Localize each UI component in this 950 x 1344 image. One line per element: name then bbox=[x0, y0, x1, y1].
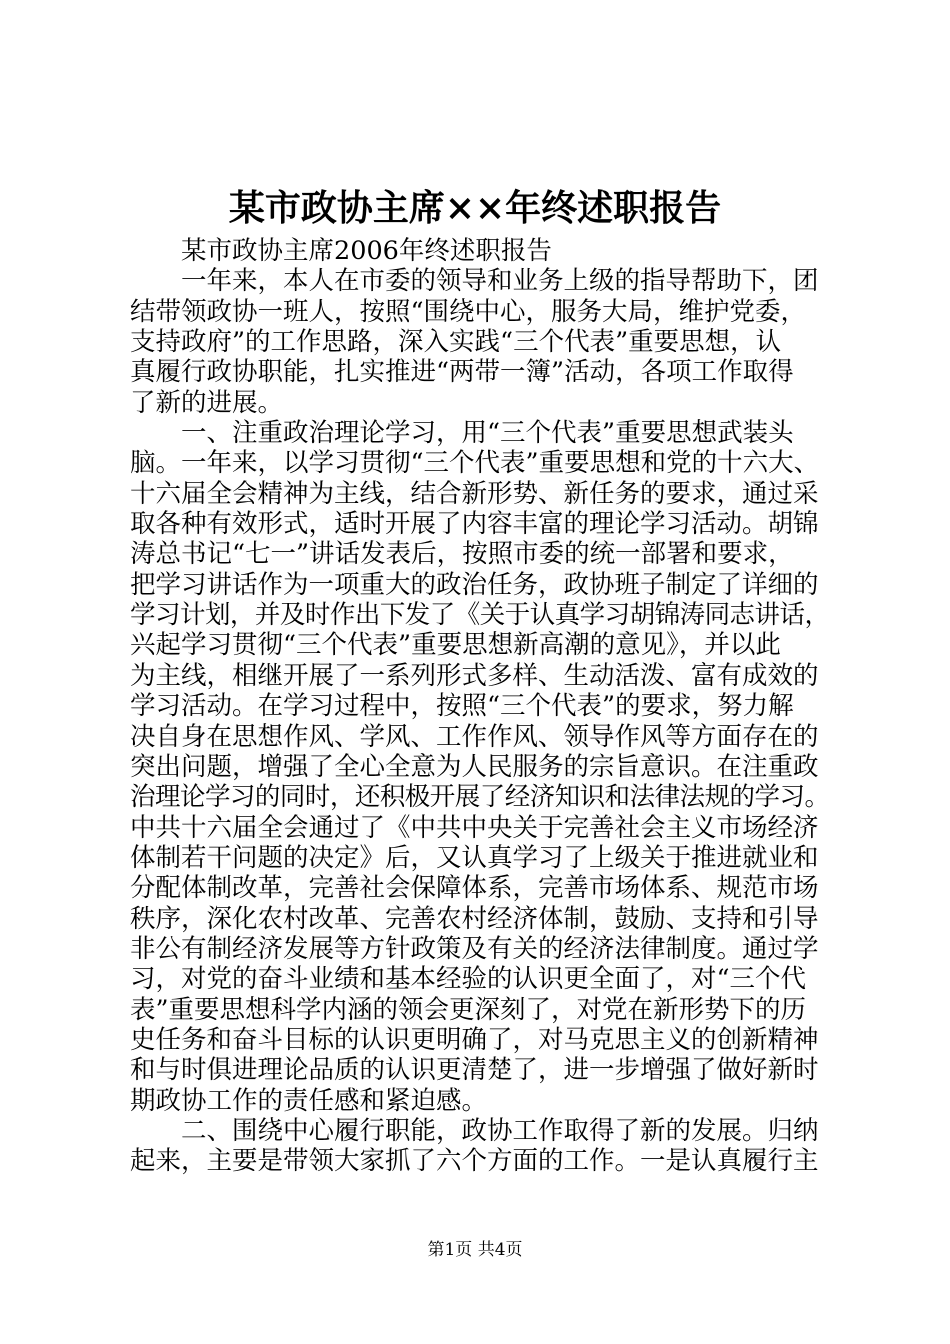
text-line: 分配体制改革，完善社会保障体系，完善市场体系、规范市场 bbox=[130, 873, 819, 904]
text-line: 取各种有效形式，适时开展了内容丰富的理论学习活动。胡锦 bbox=[130, 509, 819, 540]
page-title: 某市政协主席××年终述职报告 bbox=[228, 187, 722, 229]
document-body bbox=[130, 236, 830, 1177]
text-line: 史任务和奋斗目标的认识更明确了，对马克思主义的创新精神 bbox=[130, 1024, 819, 1055]
text-line: 支持政府”的工作思路，深入实践“三个代表”重要思想，认 bbox=[130, 327, 782, 358]
text-line: 非公有制经济发展等方针政策及有关的经济法律制度。通过学 bbox=[130, 933, 819, 964]
text-line: 突出问题，增强了全心全意为人民服务的宗旨意识。在注重政 bbox=[130, 751, 819, 782]
text-line: 兴起学习贯彻“三个代表”重要思想新高潮的意见》，并以此 bbox=[130, 630, 781, 661]
text-line: 某市政协主席2006年终述职报告 bbox=[181, 236, 552, 266]
text-line: 体制若干问题的决定》后，又认真学习了上级关于推进就业和 bbox=[130, 842, 819, 873]
text-line: 决自身在思想作风、学风、工作作风、领导作风等方面存在的 bbox=[130, 721, 819, 752]
text-line: 一、注重政治理论学习，用“三个代表”重要思想武装头 bbox=[181, 418, 794, 449]
text-line: 结带领政协一班人，按照“围绕中心，服务大局，维护党委， bbox=[130, 296, 807, 327]
text-line: 学习计划，并及时作出下发了《关于认真学习胡锦涛同志讲话， bbox=[130, 600, 830, 631]
text-line: 脑。一年来，以学习贯彻“三个代表”重要思想和党的十六大、 bbox=[130, 448, 820, 479]
text-line: 期政协工作的责任感和紧迫感。 bbox=[130, 1085, 488, 1116]
text-line: 为主线，相继开展了一系列形式多样、生动活泼、富有成效的 bbox=[130, 660, 819, 691]
text-line: 秩序，深化农村改革、完善农村经济体制，鼓励、支持和引导 bbox=[130, 903, 819, 934]
text-line: 涛总书记“七一”讲话发表后，按照市委的统一部署和要求， bbox=[130, 539, 794, 570]
text-line: 真履行政协职能，扎实推进“两带一簿”活动，各项工作取得 bbox=[130, 357, 794, 388]
text-line: 十六届全会精神为主线，结合新形势、新任务的要求，通过采 bbox=[130, 478, 819, 509]
text-line: 学习活动。在学习过程中，按照“三个代表”的要求，努力解 bbox=[130, 691, 794, 722]
text-line: 把学习讲话作为一项重大的政治任务，政协班子制定了详细的 bbox=[130, 569, 819, 600]
text-line: 表”重要思想科学内涵的领会更深刻了，对党在新形势下的历 bbox=[130, 994, 807, 1025]
text-line: 中共十六届全会通过了《中共中央关于完善社会主义市场经济 bbox=[130, 812, 819, 843]
text-line: 和与时俱进理论品质的认识更清楚了，进一步增强了做好新时 bbox=[130, 1055, 819, 1086]
text-line: 二、围绕中心履行职能，政协工作取得了新的发展。归纳 bbox=[181, 1115, 819, 1146]
page-footer: 第1页 共4页 bbox=[427, 1240, 523, 1260]
text-line: 了新的进展。 bbox=[130, 387, 284, 418]
text-line: 起来，主要是带领大家抓了六个方面的工作。一是认真履行主 bbox=[130, 1146, 819, 1177]
text-line: 一年来，本人在市委的领导和业务上级的指导帮助下，团 bbox=[181, 266, 819, 297]
text-line: 治理论学习的同时，还积极开展了经济知识和法律法规的学习。 bbox=[130, 782, 830, 813]
text-line: 习，对党的奋斗业绩和基本经验的认识更全面了，对“三个代 bbox=[130, 964, 807, 995]
